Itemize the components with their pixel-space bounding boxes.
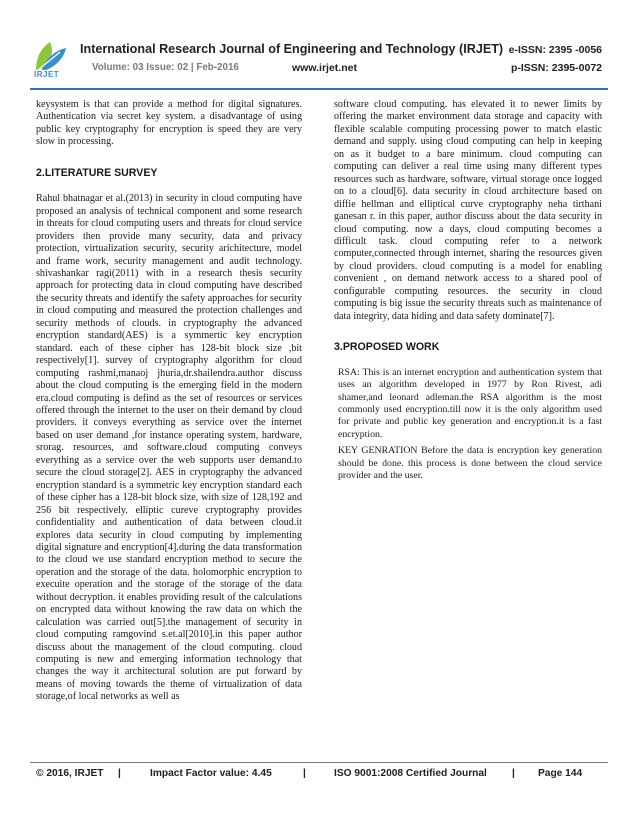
intro-paragraph: keysystem is that can provide a method for digital signatures. Authentication via secret key system. a disadvantage of using public key cryptography for encryption is speed they are very slow in processing. — [36, 99, 302, 148]
page-number: Page 144 — [538, 768, 583, 779]
journal-website-link[interactable]: www.irjet.net — [292, 62, 357, 74]
footer-copyright: © 2016, IRJET — [36, 768, 104, 779]
footer-iso: ISO 9001:2008 Certified Journal — [334, 768, 487, 779]
left-column — [36, 99, 302, 704]
footer-separator: | — [512, 768, 515, 779]
logo-leaf-icon — [30, 40, 70, 72]
proposed-work-heading: 3.PROPOSED WORK — [334, 341, 440, 354]
volume-info: Volume: 03 Issue: 02 | Feb-2016 — [92, 62, 239, 73]
rsa-paragraph: RSA: This is an internet encryption and authentication system that uses an algorithm developed in 1977 by Ron Rivest, adi shamer,and leonard adleman.the RSA algorithm is the most commonly used encryption.till now it is the only algorithm used for private and public key generation and encryption.it is a fast encryption. — [338, 366, 602, 440]
page-header — [30, 40, 610, 84]
p-issn: p-ISSN: 2395-0072 — [510, 62, 602, 74]
footer-impact-factor: Impact Factor value: 4.45 — [150, 768, 272, 779]
right-column — [334, 99, 602, 483]
key-generation-paragraph: KEY GENRATION Before the data is encryption key generation should be done. this process is done between the cloud service provider and the user. — [338, 445, 602, 482]
literature-survey-body: Rahul bhatnagar et al.(2013) in security in cloud computing have proposed an analysis of technical component and some research in threats for cloud computing users and threats for cloud service providers then provide many security, data and privacy protection, virtualization security, security arichitecture, model and frame work, security management and audit technology. shivashankar ragi(2011) with in a research thesis security approach for protecting data in cloud computing have described the security threats and identify the safety approaches for security in cloud computing and measured the protection challenges and security methods of clouds. in cryptography the advanced encryption standard(AES) is a symmertic key encryption standard. each of these cipher has 128-bit block size ,bit respectively[1]. survey of cryptography algorithm for cloud computing rashmi,manaoj jhuria,dr.shailendra.author discuss about the cloud computing is the emerging field in the modern era.cloud computing is defind as the set of resources or services offered through the internet to the user on their demand by cloud providers. it conveys everything as service over the internet based on user demand ,for instance operating system, hardware, srorag. resources, and software.cloud computing conveys everything as a service over the web supports user demand.to secure the cloud storage[2]. AES in cryptography the advanced encryption standard is a symmetric key encryption standard each of these cipher has a 128-bit block size, with size of 128,192 and 256 bit respectively. elliptic cureve cryptography provides confidentiality and authentication of data between cloud.it explores data security in cloud computing by implementing digital signature and encryption[4].during the data transformation to the cloud we use standard encryption method to secure the operation and the storage of the data. holomorphic encryption to execuite operation and the storage of the storage of the data without decryption. it enables providing result of the calculations on encrypted data without knowing the raw data on which the calculation was carried out[5].the management of security in cloud computing ramgovind s.et.al[2010].in this paper author discuss about the management of the cloud computing. cloud computing is new and emerging information technology that changes the way it architectural solution are put forward by means of moving towards the theme of virtualization of data storage,of local networks as well as — [36, 193, 302, 703]
footer-divider — [30, 762, 608, 763]
footer-separator: | — [303, 768, 306, 779]
irjet-logo — [30, 40, 70, 80]
literature-survey-heading: 2.LITERATURE SURVEY — [36, 166, 158, 179]
e-issn: e-ISSN: 2395 -0056 — [508, 44, 602, 56]
journal-title: International Research Journal of Engineering and Technology (IRJET) — [80, 42, 504, 56]
continued-paragraph: software cloud computing. has elevated it to newer limits by offering the market environment data storage and capacity with flexible scalable computing processing power to match elastic demand and supply. using cloud computing can help in keeping on as it budget to a bare minimum. cloud computing can computing can deliver a real time using many different types resources such as hardware, software, virtual storage once logged on to a cloud[6]. data security in cloud architecture based on diffie hellman and elliptical curve cryptography neha tirthani ganesan r. in this paper, author discuss about the data security in cloud computing. now a days, cloud computing becomes a difficult task. cloud computing refer to a network computer,connected through internet, sharing the resources given by cloud providers. cloud computing is a model for enabling convenient , on demand network access to a shared pool of configurable computing resources. the security in cloud computing is big issue the security threats such as maintenance of data integrity, data hiding and data safety dominate[7]. — [334, 99, 602, 322]
footer-separator: | — [118, 768, 121, 779]
header-divider — [30, 88, 608, 90]
logo-text: IRJET — [34, 70, 60, 79]
proposed-work-section — [334, 367, 602, 483]
